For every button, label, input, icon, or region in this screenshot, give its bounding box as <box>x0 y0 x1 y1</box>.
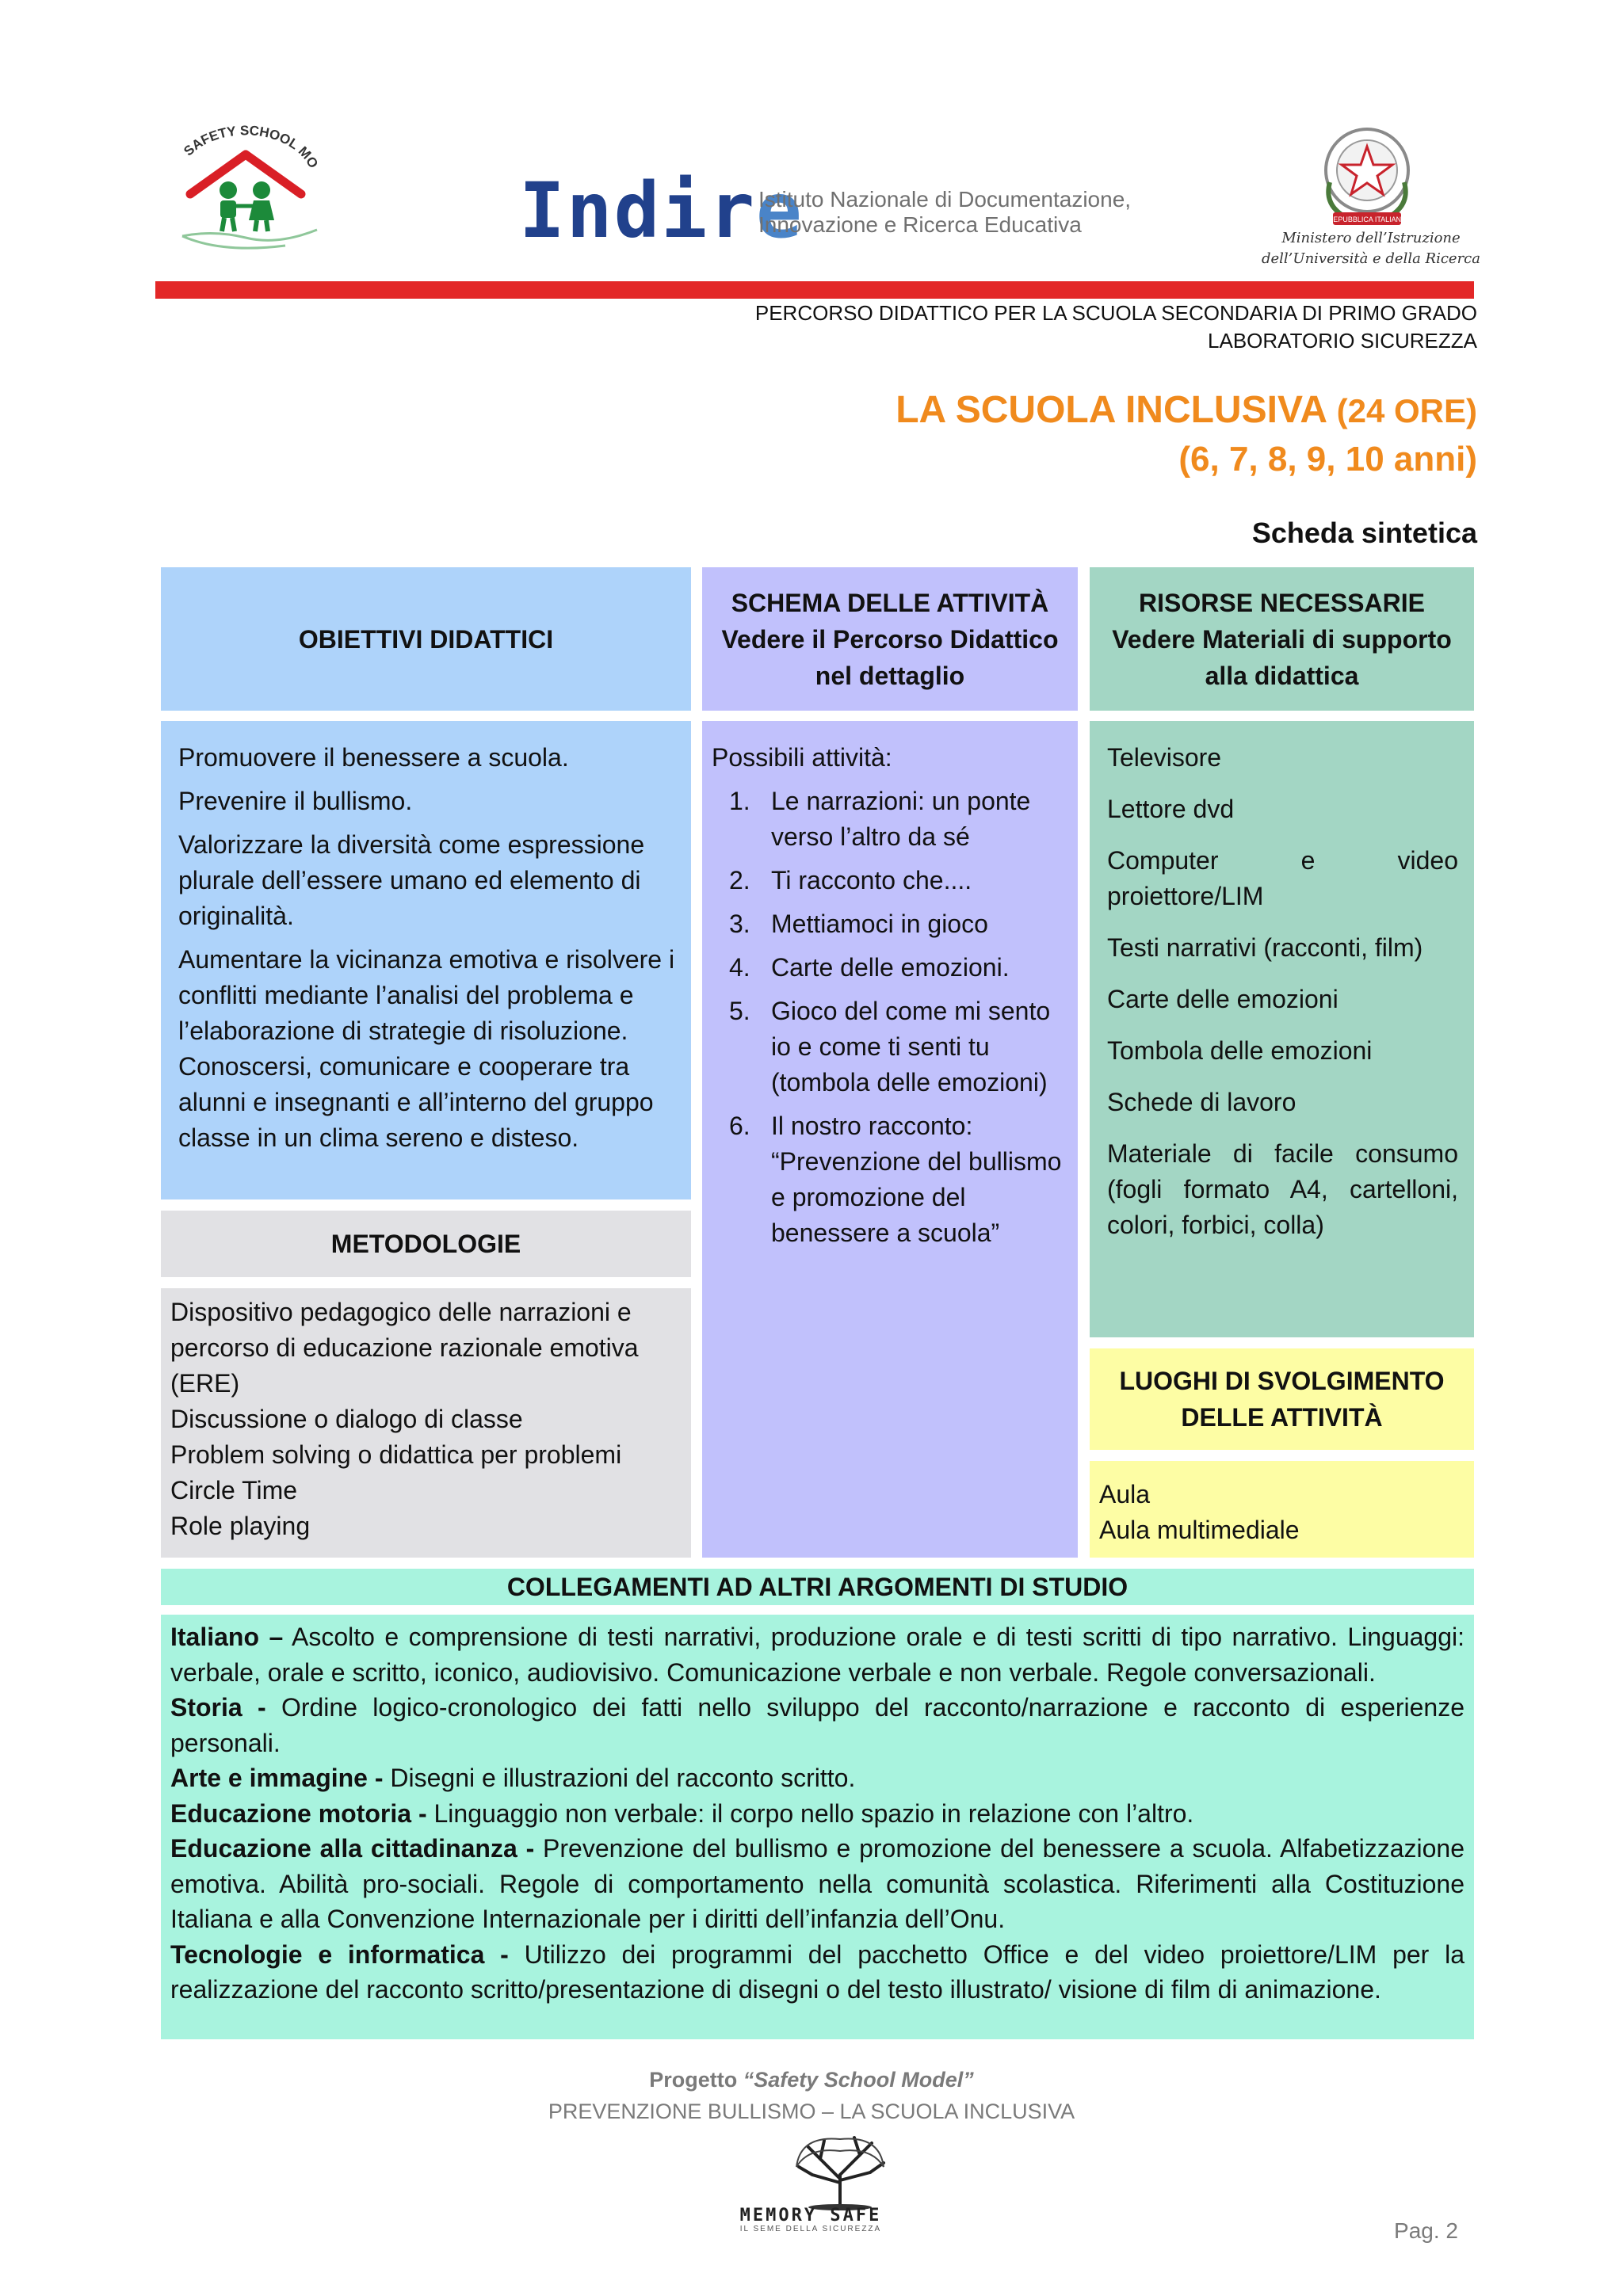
collegamento-entry <box>170 1760 1465 1796</box>
activity-num: 1. <box>729 787 750 815</box>
activity-text: Le narrazioni: un ponte verso l’altro da sé <box>771 787 1031 851</box>
activity-text: Ti racconto che.... <box>771 866 972 894</box>
footer-project-name: “Safety School Model” <box>743 2068 974 2092</box>
activity-text: Mettiamoci in gioco <box>771 910 988 938</box>
activity-num: 5. <box>729 997 750 1025</box>
luoghi-header-line1: LUOGHI DI SVOLGIMENTO <box>1119 1367 1445 1395</box>
memory-safe-tagline: IL SEME DELLA SICUREZZA <box>739 2225 882 2233</box>
course-lab: LABORATORIO SICUREZZA <box>1208 329 1477 353</box>
metodologia-item: Dispositivo pedagogico delle narrazioni e percorso di educazione razionale emotiva (ERE) <box>170 1298 639 1398</box>
activity-item <box>712 994 1068 1100</box>
footer-project <box>0 2068 1623 2092</box>
risorsa-item: Materiale di facile consumo (fogli formato A4, cartelloni, colori, forbici, colla) <box>1107 1139 1458 1239</box>
activity-item <box>712 1108 1068 1251</box>
metodologie-body <box>161 1288 691 1558</box>
risorsa-item: Tombola delle emozioni <box>1107 1036 1373 1065</box>
footer-project-prefix: Progetto <box>649 2068 743 2092</box>
collegamento-text: Disegni e illustrazioni del racconto scritto. <box>383 1764 856 1792</box>
logo-arc-text: SAFETY SCHOOL MO <box>181 123 322 171</box>
collegamento-entry <box>170 1619 1465 1690</box>
activity-num: 6. <box>729 1112 750 1140</box>
collegamento-text: Linguaggio non verbale: il corpo nello spazio in relazione con l’altro. <box>426 1798 1194 1828</box>
metodologia-item: Circle Time <box>170 1476 298 1505</box>
collegamento-text: Ordine logico-cronologico dei fatti nello sviluppo del racconto/narrazione e racconto di esperienze personali. <box>170 1693 1465 1757</box>
activity-item <box>712 784 1068 855</box>
risorse-body <box>1090 721 1474 1337</box>
page-title <box>896 388 1477 432</box>
luogo-item: Aula multimediale <box>1099 1516 1300 1544</box>
footer-subtitle: PREVENZIONE BULLISMO – LA SCUOLA INCLUSIVA <box>548 2100 1075 2123</box>
risorsa-item: Computer e video proiettore/LIM <box>1107 846 1458 910</box>
activity-text: Il nostro racconto: “Prevenzione del bullismo e promozione del benessere a scuola” <box>771 1112 1062 1247</box>
emblem-text: REPUBBLICA ITALIANA <box>1327 215 1407 223</box>
collegamento-text: Ascolto e comprensione di testi narrativi, produzione orale e di testi scritti di tipo narrativo. Linguaggi: verbale, orale e scritto, iconico, audiovisivo. Comunicazione verbale e non verbale. Regole conversazionali. <box>170 1623 1465 1687</box>
svg-text:SAFETY SCHOOL MODEL <box>166 111 321 170</box>
schema-body <box>702 721 1078 1558</box>
risorsa-item: Televisore <box>1107 743 1222 772</box>
collegamento-subject: Italiano – <box>170 1623 284 1651</box>
indire-subtitle-line1: Istituto Nazionale di Documentazione, <box>758 187 1132 212</box>
collegamento-subject: Tecnologie e informatica - <box>170 1939 509 1969</box>
collegamenti-header-text: COLLEGAMENTI AD ALTRI ARGOMENTI DI STUDIO <box>506 1573 1128 1601</box>
activity-num: 3. <box>729 910 750 938</box>
obiettivi-header <box>161 567 691 711</box>
collegamento-entry <box>170 1796 1465 1832</box>
metodologie-header-text: METODOLOGIE <box>330 1230 521 1258</box>
collegamento-subject: Educazione alla cittadinanza - <box>170 1834 535 1863</box>
collegamento-entry <box>170 1831 1465 1937</box>
page-title-ages: (6, 7, 8, 9, 10 anni) <box>1178 440 1477 479</box>
metodologia-item: Role playing <box>170 1512 311 1540</box>
activity-num: 2. <box>729 866 750 894</box>
obiettivo-item: Prevenire il bullismo. <box>178 787 413 815</box>
indire-subtitle-line2: Innovazione e Ricerca Educativa <box>758 212 1082 237</box>
risorse-header-line2: Vedere Materiali di supporto <box>1112 624 1452 654</box>
course-info <box>755 301 1477 353</box>
activity-num: 4. <box>729 953 750 982</box>
activity-text: Carte delle emozioni. <box>771 953 1010 982</box>
schema-intro: Possibili attività: <box>712 743 892 772</box>
obiettivo-item: Promuovere il benessere a scuola. <box>178 743 569 772</box>
indire-logo-text-a: Indir <box>519 166 756 255</box>
risorsa-item: Schede di lavoro <box>1107 1088 1296 1116</box>
ministero-line1: Ministero dell’Istruzione <box>1281 230 1461 246</box>
collegamento-entry <box>170 1937 1465 2008</box>
course-level: PERCORSO DIDATTICO PER LA SCUOLA SECONDARIA DI PRIMO GRADO <box>754 301 1477 325</box>
house-children-hand-icon <box>166 111 325 261</box>
activity-item <box>712 863 1068 898</box>
schema-header <box>702 567 1078 711</box>
collegamento-subject: Arte e immagine - <box>170 1764 384 1792</box>
schema-header-line3: nel dettaglio <box>815 661 965 690</box>
page-number: Pag. 2 <box>1394 2218 1458 2243</box>
risorsa-item: Lettore dvd <box>1107 795 1235 823</box>
risorsa-item: Carte delle emozioni <box>1107 985 1338 1013</box>
activity-item <box>712 950 1068 986</box>
page-title-text: LA SCUOLA INCLUSIVA <box>896 389 1327 431</box>
schema-header-line2: Vedere il Percorso Didattico <box>721 624 1059 654</box>
luoghi-header-line2: DELLE ATTIVITÀ <box>1181 1403 1383 1432</box>
indire-subtitle <box>758 187 1131 238</box>
collegamento-text: Utilizzo dei programmi del pacchetto Office e del video proiettore/LIM per la realizzazione del racconto scritto/presentazione di disegni o del testo illustrato/ visione di film di animazione. <box>170 1939 1465 2004</box>
luoghi-header <box>1090 1348 1474 1450</box>
schema-header-line1: SCHEMA DELLE ATTIVITÀ <box>731 588 1049 617</box>
page-title-hours: (24 ORE) <box>1336 392 1477 429</box>
collegamenti-header <box>161 1569 1474 1605</box>
collegamento-entry <box>170 1690 1465 1760</box>
risorse-header-line3: alla didattica <box>1205 661 1359 690</box>
ministero-label <box>1252 228 1490 269</box>
obiettivi-header-text: OBIETTIVI DIDATTICI <box>298 624 554 654</box>
activity-item <box>712 906 1068 942</box>
memory-safe-logo: MEMORY SAFE <box>739 2206 882 2225</box>
luoghi-body <box>1090 1461 1474 1558</box>
metodologia-item: Discussione o dialogo di classe <box>170 1405 523 1433</box>
scheda-label: Scheda sintetica <box>1251 517 1477 549</box>
obiettivi-body <box>161 721 691 1199</box>
safety-school-model-logo <box>166 111 325 261</box>
metodologia-item: Problem solving o didattica per problemi <box>170 1440 622 1469</box>
risorsa-item: Testi narrativi (racconti, film) <box>1107 933 1423 962</box>
collegamenti-body <box>161 1615 1474 2039</box>
obiettivo-item: Aumentare la vicinanza emotiva e risolvere i conflitti mediante l’analisi del problema e l’elaborazione di strategie di risoluzione. <box>178 945 675 1045</box>
collegamento-subject: Storia - <box>170 1693 266 1722</box>
activity-text: Gioco del come mi sento io e come ti senti tu (tombola delle emozioni) <box>771 997 1051 1097</box>
collegamento-subject: Educazione motoria - <box>170 1798 427 1828</box>
collegamento-text: Prevenzione del bullismo e promozione del benessere a scuola. Alfabetizzazione emotiva. Abilità pro-sociali. Regole di comportamento nella comunità scolastica. Riferimenti alla Costituzione Italiana e alla Convenzione Internazionale per i diritti dell’infanzia dell’Onu. <box>170 1834 1465 1933</box>
luogo-item: Aula <box>1099 1480 1151 1508</box>
obiettivo-item: Valorizzare la diversità come espressione plurale dell’essere umano ed elemento di originalità. <box>178 830 645 930</box>
repubblica-italiana-emblem-icon <box>1316 119 1419 238</box>
ministero-line2: dell’Università e della Ricerca <box>1261 250 1480 267</box>
indire-logo-text-b: e <box>755 166 804 255</box>
risorse-header <box>1090 567 1474 711</box>
risorse-header-line1: RISORSE NECESSARIE <box>1139 588 1425 617</box>
activity-list <box>712 784 1068 1251</box>
metodologie-header <box>161 1211 691 1277</box>
obiettivo-item: Conoscersi, comunicare e cooperare tra alunni e insegnanti e all’interno del gruppo classe in un clima sereno e disteso. <box>178 1052 654 1152</box>
header-red-bar <box>155 281 1474 299</box>
